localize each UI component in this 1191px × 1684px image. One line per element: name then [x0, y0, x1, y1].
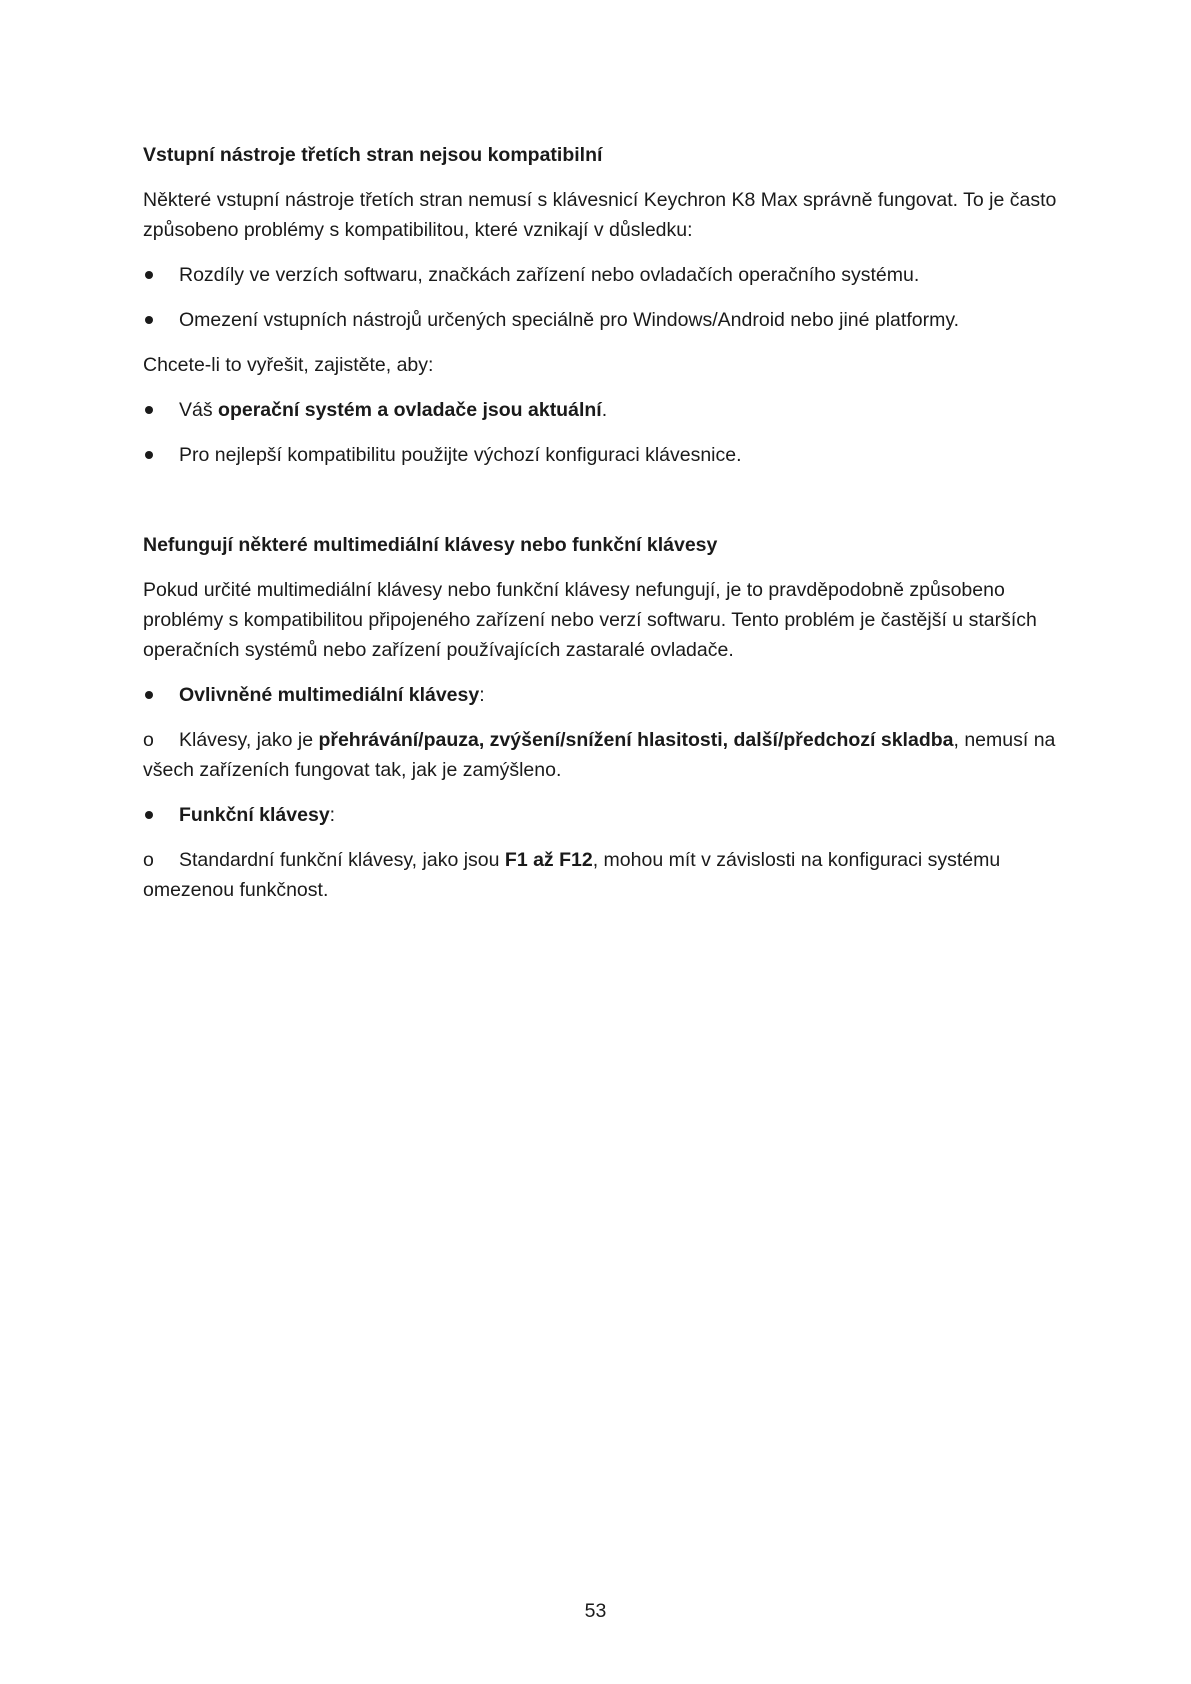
bullet-icon [145, 691, 153, 699]
list-item [143, 260, 1063, 290]
list-item-text: Ovlivněné multimediální klávesy: [179, 684, 485, 706]
page-number: 53 [584, 1600, 607, 1622]
section-heading-media-keys: Nefungují některé multimediální klávesy nebo funkční klávesy [143, 534, 718, 556]
bullet-icon [145, 811, 153, 819]
list-item-text: Rozdíly ve verzích softwaru, značkách zařízení nebo ovladačích operačního systému. [179, 264, 920, 286]
bullet-icon [145, 271, 153, 279]
list-item-text: Funkční klávesy: [179, 804, 336, 826]
list-item [143, 680, 1063, 710]
list-item-text: Omezení vstupních nástrojů určených speciálně pro Windows/Android nebo jiné platformy. [179, 309, 960, 331]
section-intro-media-keys: Pokud určité multimediální klávesy nebo funkční klávesy nefungují, je to pravděpodobně způsobeno problémy s kompatibilitou připojeného zařízení nebo verzí softwaru. Tento problém je častější u starších operačních systémů nebo zařízení používajících zastaralé ovladače. [143, 579, 1037, 661]
list-item [143, 395, 1063, 425]
sub-list-item: o Standardní funkční klávesy, jako jsou F1 až F12, mohou mít v závislosti na konfiguraci systému omezenou funkčnost. [143, 845, 1063, 905]
bullet-icon [145, 451, 153, 459]
document-body [143, 140, 1063, 920]
sub-list-item: o Klávesy, jako je přehrávání/pauza, zvýšení/snížení hlasitosti, další/předchozí skladba, nemusí na všech zařízeních fungovat tak, jak je zamýšleno. [143, 725, 1063, 785]
fix-intro: Chcete-li to vyřešit, zajistěte, aby: [143, 354, 434, 376]
list-item [143, 440, 1063, 470]
list-item [143, 800, 1063, 830]
sub-bullet-marker: o [143, 849, 154, 871]
section-heading-input-tools: Vstupní nástroje třetích stran nejsou kompatibilní [143, 144, 603, 166]
list-item [143, 305, 1063, 335]
bullet-icon [145, 406, 153, 414]
bullet-icon [145, 316, 153, 324]
section-intro-input-tools: Některé vstupní nástroje třetích stran nemusí s klávesnicí Keychron K8 Max správně fungovat. To je často způsobeno problémy s kompatibilitou, které vznikají v důsledku: [143, 189, 1057, 241]
list-item-text: Váš operační systém a ovladače jsou aktuální. [179, 399, 608, 421]
sub-bullet-marker: o [143, 729, 154, 751]
list-item-text: Pro nejlepší kompatibilitu použijte výchozí konfiguraci klávesnice. [179, 444, 742, 466]
